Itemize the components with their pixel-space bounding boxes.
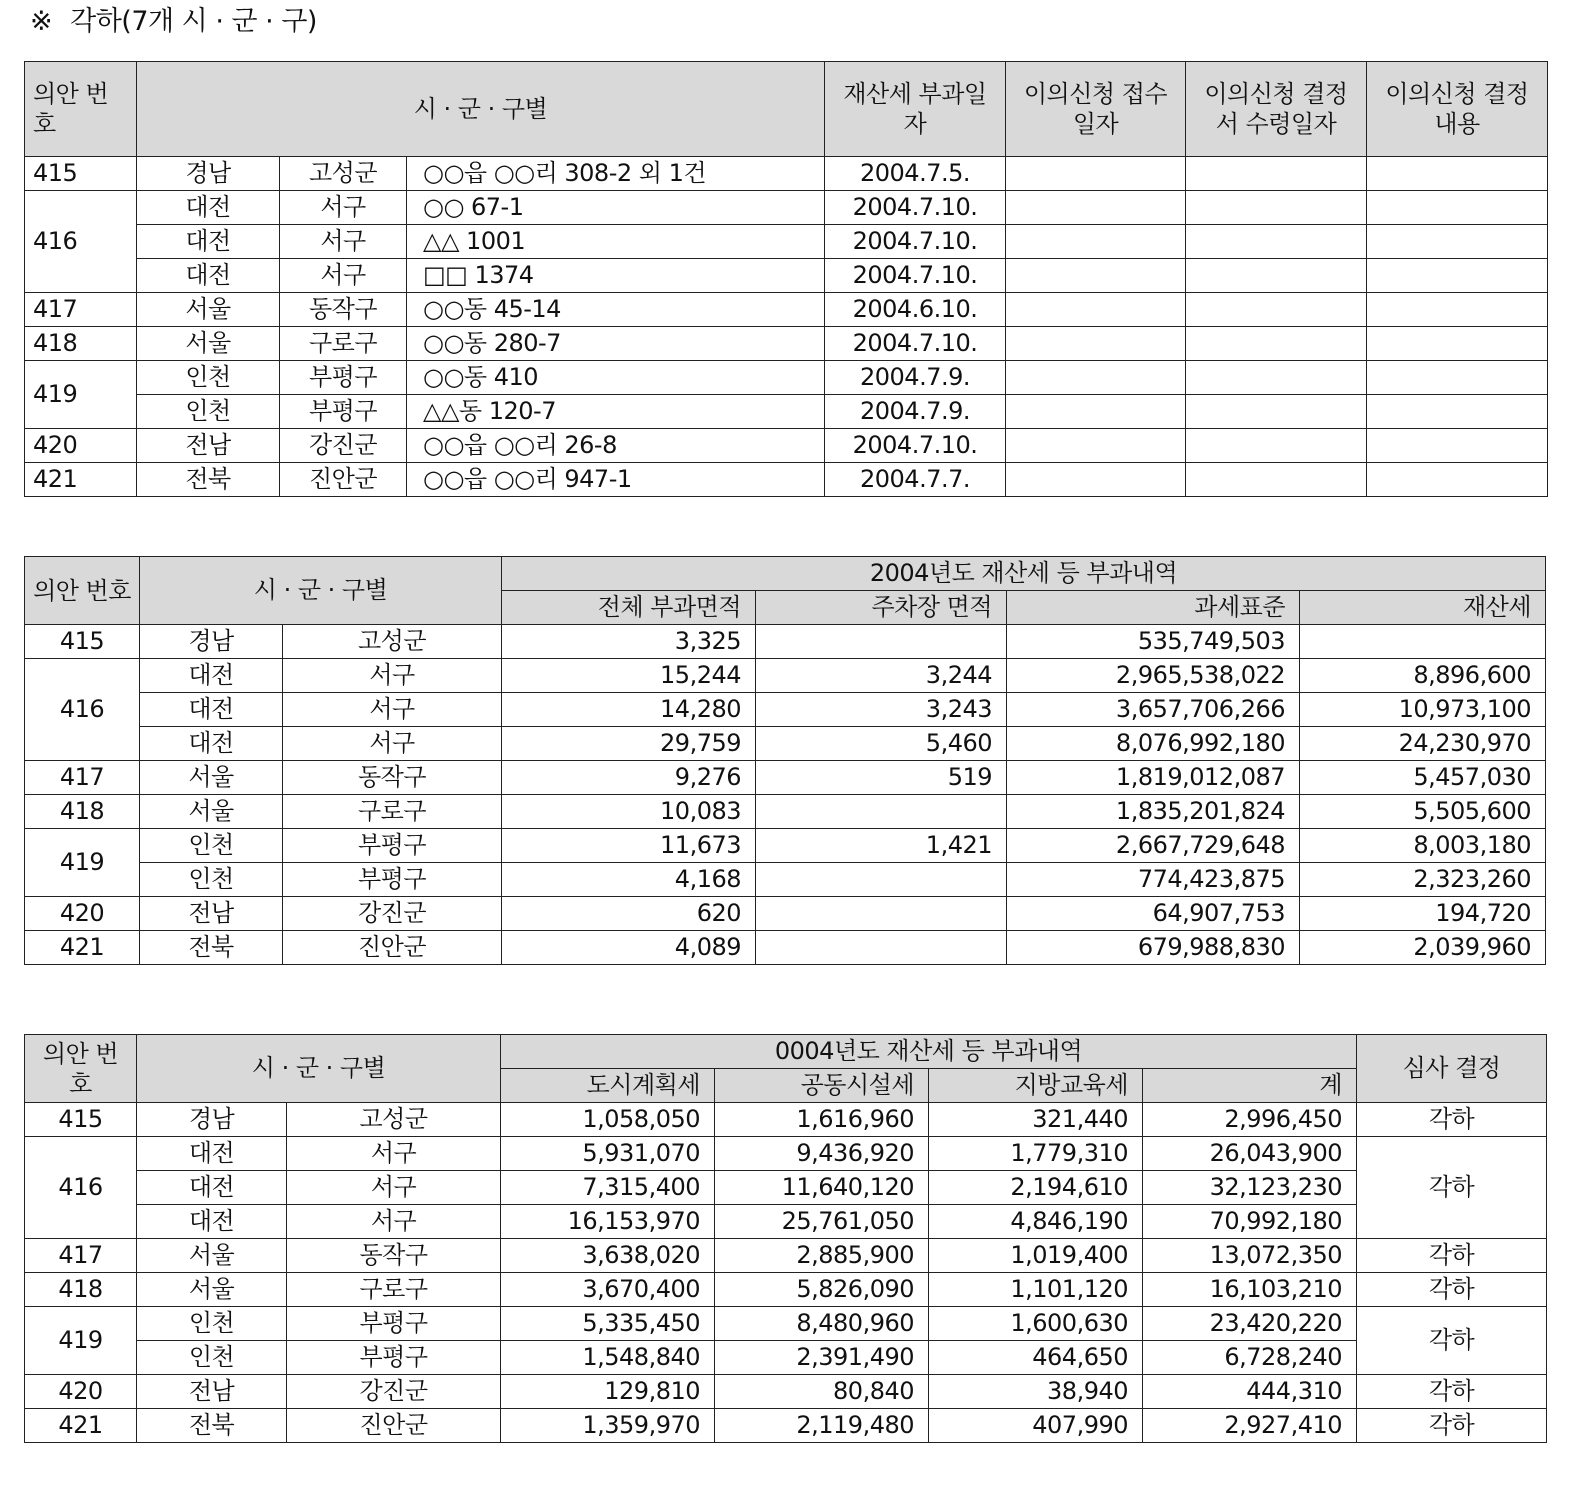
address-cell: ○○동 280-7 <box>407 327 825 361</box>
levy-date-cell: 2004.7.10. <box>825 225 1006 259</box>
district-cell: 부평구 <box>280 361 407 395</box>
decision-received-cell <box>1186 327 1367 361</box>
table-row <box>25 1239 1547 1273</box>
common-facility-tax-cell: 5,826,090 <box>715 1273 929 1307</box>
table-row <box>25 1273 1547 1307</box>
decision-content-cell <box>1367 395 1548 429</box>
table3-header-row-1 <box>25 1035 1547 1069</box>
levy-date-cell: 2004.7.5. <box>825 157 1006 191</box>
decision-content-cell <box>1367 361 1548 395</box>
col-common-facility-tax: 공동시설세 <box>715 1069 929 1103</box>
total-area-cell: 620 <box>502 897 756 931</box>
tax-base-cell: 679,988,830 <box>1007 931 1300 965</box>
decision-cell: 각하 <box>1357 1409 1547 1443</box>
city-planning-tax-cell: 7,315,400 <box>501 1171 715 1205</box>
province-cell: 전남 <box>137 1375 287 1409</box>
bill-number-cell: 416 <box>25 659 140 761</box>
decision-content-cell <box>1367 429 1548 463</box>
total-cell: 2,996,450 <box>1143 1103 1357 1137</box>
city-planning-tax-cell: 5,931,070 <box>501 1137 715 1171</box>
district-cell: 강진군 <box>283 897 502 931</box>
district-cell: 구로구 <box>280 327 407 361</box>
province-cell: 전남 <box>137 429 280 463</box>
common-facility-tax-cell: 80,840 <box>715 1375 929 1409</box>
province-cell: 대전 <box>137 191 280 225</box>
decision-received-cell <box>1186 191 1367 225</box>
district-cell: 서구 <box>280 225 407 259</box>
parking-area-cell: 3,243 <box>756 693 1007 727</box>
district-cell: 부평구 <box>287 1341 501 1375</box>
bill-number-cell: 420 <box>25 429 137 463</box>
address-cell: △△ 1001 <box>407 225 825 259</box>
district-cell: 고성군 <box>283 625 502 659</box>
table-row <box>25 259 1548 293</box>
col-bill-number: 의안 번호 <box>25 62 137 157</box>
decision-cell: 각하 <box>1357 1307 1547 1375</box>
decision-cell: 각하 <box>1357 1375 1547 1409</box>
district-cell: 고성군 <box>287 1103 501 1137</box>
col-bill-number: 의안 번호 <box>25 1035 137 1103</box>
province-cell: 전북 <box>137 463 280 497</box>
parking-area-cell <box>756 795 1007 829</box>
district-cell: 부평구 <box>287 1307 501 1341</box>
table-row <box>25 863 1546 897</box>
province-cell: 대전 <box>137 1205 287 1239</box>
province-cell: 인천 <box>137 1307 287 1341</box>
province-cell: 인천 <box>137 361 280 395</box>
table-row <box>25 1375 1547 1409</box>
province-cell: 전북 <box>137 1409 287 1443</box>
bill-number-cell: 415 <box>25 157 137 191</box>
objection-dates-table <box>24 61 1548 497</box>
decision-content-cell <box>1367 157 1548 191</box>
levy-date-cell: 2004.6.10. <box>825 293 1006 327</box>
province-cell: 대전 <box>137 1171 287 1205</box>
decision-content-cell <box>1367 463 1548 497</box>
table1-header-row <box>25 62 1548 157</box>
decision-received-cell <box>1186 463 1367 497</box>
district-cell: 진안군 <box>287 1409 501 1443</box>
bill-number-cell: 421 <box>25 931 140 965</box>
common-facility-tax-cell: 1,616,960 <box>715 1103 929 1137</box>
property-tax-cell: 2,323,260 <box>1300 863 1546 897</box>
education-tax-cell: 321,440 <box>929 1103 1143 1137</box>
province-cell: 대전 <box>140 659 283 693</box>
total-cell: 26,043,900 <box>1143 1137 1357 1171</box>
common-facility-tax-cell: 11,640,120 <box>715 1171 929 1205</box>
property-tax-cell: 24,230,970 <box>1300 727 1546 761</box>
tax-base-cell: 3,657,706,266 <box>1007 693 1300 727</box>
province-cell: 인천 <box>140 829 283 863</box>
table-row <box>25 293 1548 327</box>
objection-received-cell <box>1006 191 1186 225</box>
district-cell: 서구 <box>283 693 502 727</box>
objection-received-cell <box>1006 293 1186 327</box>
decision-received-cell <box>1186 395 1367 429</box>
objection-received-cell <box>1006 429 1186 463</box>
total-area-cell: 4,168 <box>502 863 756 897</box>
table-row <box>25 1307 1547 1341</box>
education-tax-cell: 1,779,310 <box>929 1137 1143 1171</box>
decision-content-cell <box>1367 259 1548 293</box>
objection-received-cell <box>1006 225 1186 259</box>
bill-number-cell: 419 <box>25 829 140 897</box>
province-cell: 대전 <box>140 693 283 727</box>
decision-content-cell <box>1367 225 1548 259</box>
parking-area-cell: 3,244 <box>756 659 1007 693</box>
tax-decision-table <box>24 1034 1547 1443</box>
province-cell: 서울 <box>140 761 283 795</box>
district-cell: 진안군 <box>283 931 502 965</box>
bill-number-cell: 417 <box>25 761 140 795</box>
city-planning-tax-cell: 129,810 <box>501 1375 715 1409</box>
address-cell: ○○읍 ○○리 947-1 <box>407 463 825 497</box>
property-tax-cell: 8,003,180 <box>1300 829 1546 863</box>
district-cell: 동작구 <box>280 293 407 327</box>
district-cell: 부평구 <box>280 395 407 429</box>
table-row <box>25 327 1548 361</box>
district-cell: 고성군 <box>280 157 407 191</box>
address-cell: ○○동 410 <box>407 361 825 395</box>
bill-number-cell: 421 <box>25 1409 137 1443</box>
objection-received-cell <box>1006 463 1186 497</box>
table-row <box>25 795 1546 829</box>
col-decision-content: 이의신청 결정내용 <box>1367 62 1548 157</box>
address-cell: ○○읍 ○○리 26-8 <box>407 429 825 463</box>
total-cell: 32,123,230 <box>1143 1171 1357 1205</box>
total-area-cell: 3,325 <box>502 625 756 659</box>
education-tax-cell: 1,600,630 <box>929 1307 1143 1341</box>
decision-content-cell <box>1367 327 1548 361</box>
parking-area-cell <box>756 897 1007 931</box>
table1-body <box>25 157 1548 497</box>
levy-date-cell: 2004.7.9. <box>825 395 1006 429</box>
parking-area-cell: 5,460 <box>756 727 1007 761</box>
address-cell: ○○ 67-1 <box>407 191 825 225</box>
reference-mark: ※ <box>30 6 53 37</box>
bill-number-cell: 418 <box>25 795 140 829</box>
total-area-cell: 4,089 <box>502 931 756 965</box>
col-group-levy: 0004년도 재산세 등 부과내역 <box>501 1035 1357 1069</box>
parking-area-cell: 1,421 <box>756 829 1007 863</box>
table2-body <box>25 625 1546 965</box>
table-row <box>25 727 1546 761</box>
tax-base-cell: 1,819,012,087 <box>1007 761 1300 795</box>
bill-number-cell: 419 <box>25 1307 137 1375</box>
col-region: 시 · 군 · 구별 <box>137 1035 501 1103</box>
common-facility-tax-cell: 2,391,490 <box>715 1341 929 1375</box>
education-tax-cell: 38,940 <box>929 1375 1143 1409</box>
col-levy-date: 재산세 부과일자 <box>825 62 1006 157</box>
total-cell: 16,103,210 <box>1143 1273 1357 1307</box>
table-row <box>25 1341 1547 1375</box>
city-planning-tax-cell: 1,058,050 <box>501 1103 715 1137</box>
col-property-tax: 재산세 <box>1300 591 1546 625</box>
table-row <box>25 1171 1547 1205</box>
province-cell: 전남 <box>140 897 283 931</box>
bill-number-cell: 421 <box>25 463 137 497</box>
city-planning-tax-cell: 16,153,970 <box>501 1205 715 1239</box>
district-cell: 진안군 <box>280 463 407 497</box>
decision-cell: 각하 <box>1357 1103 1547 1137</box>
title-text: 각하(7개 시 · 군 · 구) <box>70 6 317 37</box>
col-decision-received: 이의신청 결정서 수령일자 <box>1186 62 1367 157</box>
property-tax-cell: 8,896,600 <box>1300 659 1546 693</box>
bill-number-cell: 419 <box>25 361 137 429</box>
district-cell: 서구 <box>287 1137 501 1171</box>
decision-received-cell <box>1186 157 1367 191</box>
bill-number-cell: 415 <box>25 625 140 659</box>
property-tax-cell: 5,457,030 <box>1300 761 1546 795</box>
district-cell: 서구 <box>280 191 407 225</box>
common-facility-tax-cell: 8,480,960 <box>715 1307 929 1341</box>
tax-base-cell: 8,076,992,180 <box>1007 727 1300 761</box>
bill-number-cell: 418 <box>25 1273 137 1307</box>
decision-cell: 각하 <box>1357 1273 1547 1307</box>
tax-base-cell: 2,965,538,022 <box>1007 659 1300 693</box>
education-tax-cell: 407,990 <box>929 1409 1143 1443</box>
province-cell: 서울 <box>137 327 280 361</box>
total-cell: 6,728,240 <box>1143 1341 1357 1375</box>
objection-received-cell <box>1006 361 1186 395</box>
tax-base-cell: 2,667,729,648 <box>1007 829 1300 863</box>
col-city-planning-tax: 도시계획세 <box>501 1069 715 1103</box>
district-cell: 서구 <box>283 727 502 761</box>
table-row <box>25 659 1546 693</box>
objection-received-cell <box>1006 157 1186 191</box>
decision-received-cell <box>1186 293 1367 327</box>
table2-header-row-1 <box>25 557 1546 591</box>
total-cell: 13,072,350 <box>1143 1239 1357 1273</box>
province-cell: 대전 <box>137 1137 287 1171</box>
decision-received-cell <box>1186 225 1367 259</box>
district-cell: 구로구 <box>283 795 502 829</box>
district-cell: 부평구 <box>283 829 502 863</box>
decision-cell: 각하 <box>1357 1239 1547 1273</box>
decision-content-cell <box>1367 191 1548 225</box>
col-objection-received: 이의신청 접수일자 <box>1006 62 1186 157</box>
city-planning-tax-cell: 1,359,970 <box>501 1409 715 1443</box>
province-cell: 서울 <box>137 1273 287 1307</box>
table-row <box>25 463 1548 497</box>
district-cell: 서구 <box>283 659 502 693</box>
col-group-levy: 2004년도 재산세 등 부과내역 <box>502 557 1546 591</box>
decision-received-cell <box>1186 429 1367 463</box>
parking-area-cell <box>756 931 1007 965</box>
city-planning-tax-cell: 3,670,400 <box>501 1273 715 1307</box>
province-cell: 경남 <box>137 1103 287 1137</box>
province-cell: 경남 <box>140 625 283 659</box>
table-row <box>25 1137 1547 1171</box>
education-tax-cell: 4,846,190 <box>929 1205 1143 1239</box>
parking-area-cell: 519 <box>756 761 1007 795</box>
province-cell: 대전 <box>140 727 283 761</box>
total-area-cell: 11,673 <box>502 829 756 863</box>
common-facility-tax-cell: 2,119,480 <box>715 1409 929 1443</box>
table-row <box>25 829 1546 863</box>
objection-received-cell <box>1006 327 1186 361</box>
common-facility-tax-cell: 2,885,900 <box>715 1239 929 1273</box>
total-cell: 70,992,180 <box>1143 1205 1357 1239</box>
district-cell: 강진군 <box>280 429 407 463</box>
district-cell: 동작구 <box>287 1239 501 1273</box>
district-cell: 강진군 <box>287 1375 501 1409</box>
objection-received-cell <box>1006 259 1186 293</box>
total-area-cell: 9,276 <box>502 761 756 795</box>
levy-date-cell: 2004.7.7. <box>825 463 1006 497</box>
decision-received-cell <box>1186 259 1367 293</box>
bill-number-cell: 415 <box>25 1103 137 1137</box>
col-total-area: 전체 부과면적 <box>502 591 756 625</box>
table-row <box>25 191 1548 225</box>
tax-base-cell: 774,423,875 <box>1007 863 1300 897</box>
table-row <box>25 157 1548 191</box>
city-planning-tax-cell: 1,548,840 <box>501 1341 715 1375</box>
province-cell: 인천 <box>137 395 280 429</box>
table-row <box>25 625 1546 659</box>
district-cell: 서구 <box>287 1171 501 1205</box>
total-cell: 2,927,410 <box>1143 1409 1357 1443</box>
property-tax-cell: 10,973,100 <box>1300 693 1546 727</box>
province-cell: 경남 <box>137 157 280 191</box>
table-row <box>25 1409 1547 1443</box>
decision-cell: 각하 <box>1357 1137 1547 1239</box>
address-cell: △△동 120-7 <box>407 395 825 429</box>
district-cell: 서구 <box>280 259 407 293</box>
province-cell: 서울 <box>137 1239 287 1273</box>
tax-base-cell: 535,749,503 <box>1007 625 1300 659</box>
table-row <box>25 1103 1547 1137</box>
property-tax-cell: 2,039,960 <box>1300 931 1546 965</box>
district-cell: 서구 <box>287 1205 501 1239</box>
table-row <box>25 693 1546 727</box>
table-row <box>25 931 1546 965</box>
province-cell: 인천 <box>137 1341 287 1375</box>
decision-received-cell <box>1186 361 1367 395</box>
bill-number-cell: 420 <box>25 897 140 931</box>
levy-date-cell: 2004.7.10. <box>825 327 1006 361</box>
property-tax-cell: 194,720 <box>1300 897 1546 931</box>
tax-base-cell: 1,835,201,824 <box>1007 795 1300 829</box>
table-row <box>25 1205 1547 1239</box>
tax-base-cell: 64,907,753 <box>1007 897 1300 931</box>
education-tax-cell: 1,019,400 <box>929 1239 1143 1273</box>
education-tax-cell: 1,101,120 <box>929 1273 1143 1307</box>
levy-details-table <box>24 556 1546 965</box>
total-area-cell: 15,244 <box>502 659 756 693</box>
city-planning-tax-cell: 3,638,020 <box>501 1239 715 1273</box>
levy-date-cell: 2004.7.10. <box>825 259 1006 293</box>
table-row <box>25 225 1548 259</box>
table-row <box>25 361 1548 395</box>
parking-area-cell <box>756 625 1007 659</box>
col-bill-number: 의안 번호 <box>25 557 140 625</box>
address-cell: □□ 1374 <box>407 259 825 293</box>
levy-date-cell: 2004.7.10. <box>825 191 1006 225</box>
objection-received-cell <box>1006 395 1186 429</box>
table3-body <box>25 1103 1547 1443</box>
col-total: 계 <box>1143 1069 1357 1103</box>
province-cell: 서울 <box>140 795 283 829</box>
bill-number-cell: 416 <box>25 191 137 293</box>
education-tax-cell: 2,194,610 <box>929 1171 1143 1205</box>
province-cell: 대전 <box>137 225 280 259</box>
total-cell: 23,420,220 <box>1143 1307 1357 1341</box>
col-tax-base: 과세표준 <box>1007 591 1300 625</box>
city-planning-tax-cell: 5,335,450 <box>501 1307 715 1341</box>
education-tax-cell: 464,650 <box>929 1341 1143 1375</box>
total-area-cell: 14,280 <box>502 693 756 727</box>
levy-date-cell: 2004.7.10. <box>825 429 1006 463</box>
page-title <box>30 4 317 40</box>
col-region: 시 · 군 · 구별 <box>137 62 825 157</box>
district-cell: 부평구 <box>283 863 502 897</box>
table-row <box>25 429 1548 463</box>
province-cell: 전북 <box>140 931 283 965</box>
province-cell: 인천 <box>140 863 283 897</box>
common-facility-tax-cell: 9,436,920 <box>715 1137 929 1171</box>
address-cell: ○○동 45-14 <box>407 293 825 327</box>
district-cell: 동작구 <box>283 761 502 795</box>
table-row <box>25 761 1546 795</box>
table-row <box>25 395 1548 429</box>
bill-number-cell: 420 <box>25 1375 137 1409</box>
col-parking-area: 주차장 면적 <box>756 591 1007 625</box>
address-cell: ○○읍 ○○리 308-2 외 1건 <box>407 157 825 191</box>
decision-content-cell <box>1367 293 1548 327</box>
bill-number-cell: 417 <box>25 293 137 327</box>
parking-area-cell <box>756 863 1007 897</box>
property-tax-cell <box>1300 625 1546 659</box>
col-region: 시 · 군 · 구별 <box>140 557 502 625</box>
bill-number-cell: 417 <box>25 1239 137 1273</box>
table-row <box>25 897 1546 931</box>
province-cell: 대전 <box>137 259 280 293</box>
common-facility-tax-cell: 25,761,050 <box>715 1205 929 1239</box>
total-area-cell: 29,759 <box>502 727 756 761</box>
total-cell: 444,310 <box>1143 1375 1357 1409</box>
district-cell: 구로구 <box>287 1273 501 1307</box>
province-cell: 서울 <box>137 293 280 327</box>
col-decision: 심사 결정 <box>1357 1035 1547 1103</box>
col-education-tax: 지방교육세 <box>929 1069 1143 1103</box>
bill-number-cell: 418 <box>25 327 137 361</box>
property-tax-cell: 5,505,600 <box>1300 795 1546 829</box>
total-area-cell: 10,083 <box>502 795 756 829</box>
bill-number-cell: 416 <box>25 1137 137 1239</box>
levy-date-cell: 2004.7.9. <box>825 361 1006 395</box>
